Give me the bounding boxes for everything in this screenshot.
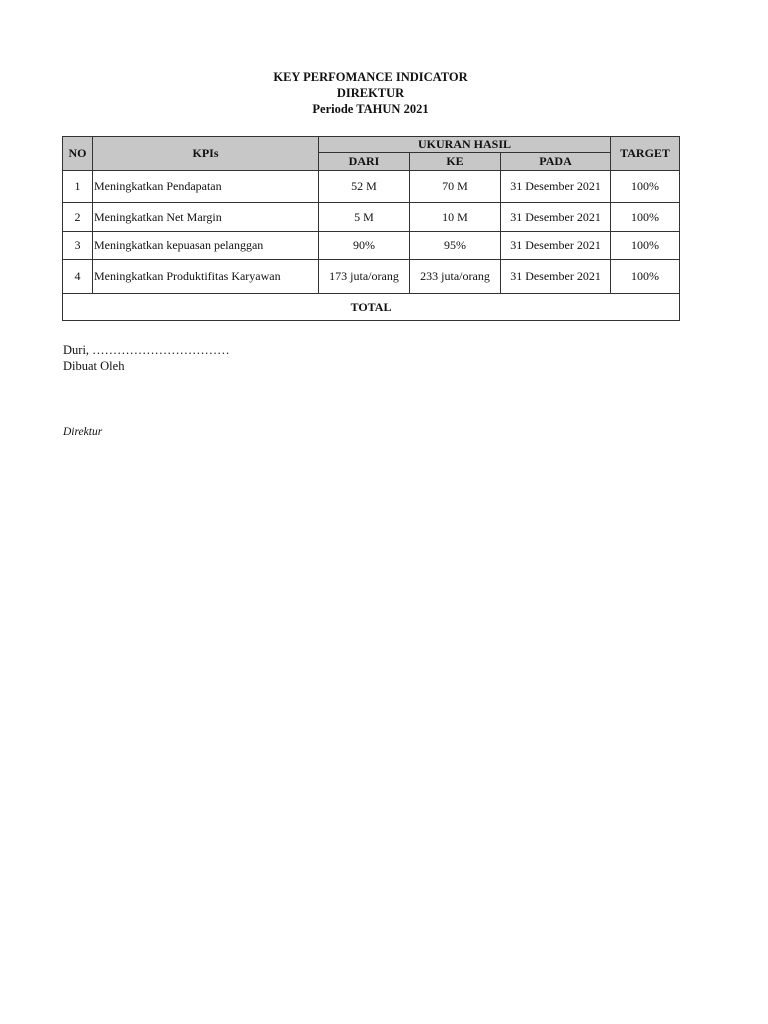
cell-dari: 5 M (319, 203, 410, 232)
header-dari: DARI (319, 153, 410, 171)
title-line-2: DIREKTUR (336, 86, 405, 100)
made-by-label: Dibuat Oleh (63, 359, 125, 373)
cell-no: 1 (63, 171, 93, 203)
cell-no: 4 (63, 260, 93, 294)
header-ukuran-hasil: UKURAN HASIL (319, 137, 611, 153)
cell-kpi: Meningkatkan Pendapatan (93, 171, 319, 203)
title-line-3: Periode TAHUN 2021 (312, 102, 429, 116)
total-row (63, 294, 680, 321)
cell-ke: 233 juta/orang (410, 260, 501, 294)
cell-no: 2 (63, 203, 93, 232)
header-pada: PADA (501, 153, 611, 171)
cell-ke: 95% (410, 232, 501, 260)
table-row (63, 260, 680, 294)
cell-pada: 31 Desember 2021 (501, 232, 611, 260)
cell-dari: 90% (319, 232, 410, 260)
table-row (63, 232, 680, 260)
cell-target: 100% (611, 232, 680, 260)
title-line-1: KEY PERFOMANCE INDICATOR (273, 70, 468, 84)
cell-kpi: Meningkatkan Net Margin (93, 203, 319, 232)
cell-dari: 173 juta/orang (319, 260, 410, 294)
document-title (0, 69, 741, 117)
header-kpis: KPIs (93, 137, 319, 171)
cell-kpi: Meningkatkan kepuasan pelanggan (93, 232, 319, 260)
kpi-table (62, 136, 680, 321)
header-no: NO (63, 137, 93, 171)
cell-target: 100% (611, 171, 680, 203)
table-row (63, 203, 680, 232)
cell-target: 100% (611, 203, 680, 232)
total-label: TOTAL (63, 294, 680, 321)
cell-pada: 31 Desember 2021 (501, 171, 611, 203)
signatory-role: Direktur (63, 426, 103, 438)
cell-ke: 70 M (410, 171, 501, 203)
cell-target: 100% (611, 260, 680, 294)
header-ke: KE (410, 153, 501, 171)
table-row (63, 171, 680, 203)
cell-pada: 31 Desember 2021 (501, 260, 611, 294)
cell-ke: 10 M (410, 203, 501, 232)
place-date-line: Duri, …………………………… (63, 343, 230, 357)
cell-kpi: Meningkatkan Produktifitas Karyawan (93, 260, 319, 294)
cell-pada: 31 Desember 2021 (501, 203, 611, 232)
header-target: TARGET (611, 137, 680, 171)
cell-dari: 52 M (319, 171, 410, 203)
cell-no: 3 (63, 232, 93, 260)
